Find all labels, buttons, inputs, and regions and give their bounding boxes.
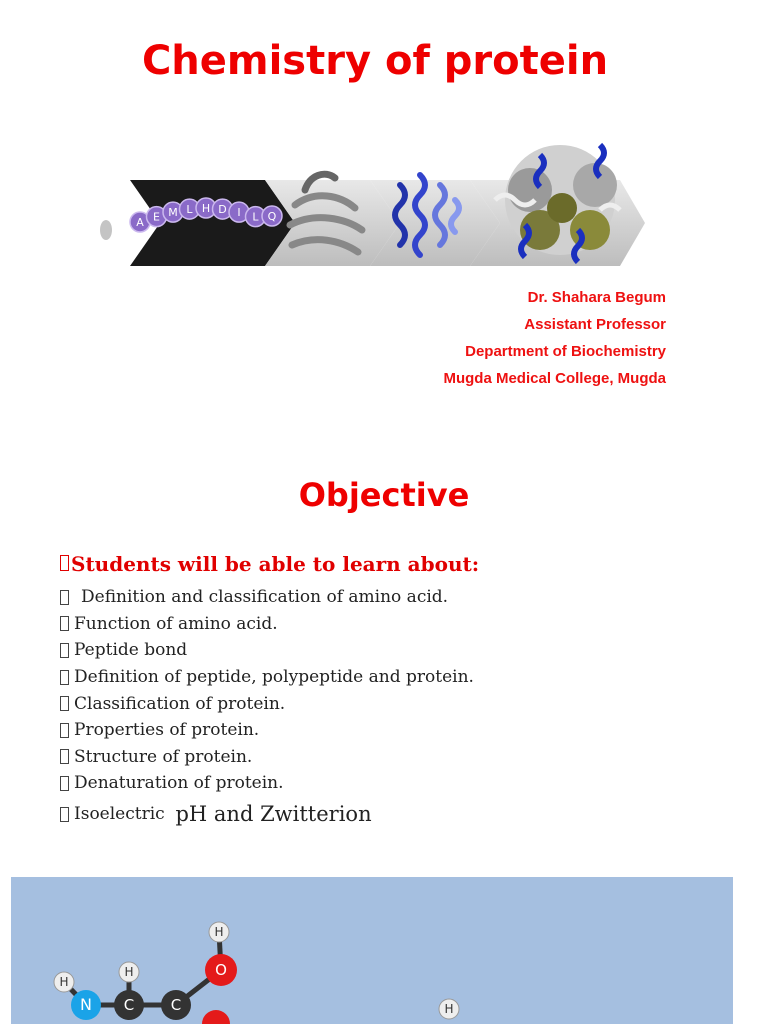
slide-title: Chemistry of protein	[141, 38, 609, 84]
amino-acid-letter: H	[201, 202, 211, 215]
objective-slide	[0, 440, 768, 860]
author-name: Dr. Shahara Begum	[527, 289, 666, 306]
amino-acid-letter: Q	[267, 210, 277, 223]
amino-acid-letter: M	[168, 206, 178, 220]
title-slide	[0, 0, 768, 430]
amino-acid-letter: I	[237, 206, 241, 220]
list-item-text: Structure of protein.	[74, 746, 253, 767]
checkbox-bullet-icon	[60, 670, 69, 685]
amino-acid-model-slide	[11, 877, 733, 1024]
amino-acid-letter: L	[252, 210, 259, 224]
objective-lead	[60, 552, 479, 576]
list-item-text: Peptide bond	[74, 640, 188, 661]
atom-label: H	[59, 975, 69, 989]
protein-structure-banner	[100, 130, 650, 270]
checkbox-bullet-icon	[60, 723, 69, 738]
amino-acid-letter: L	[186, 203, 193, 217]
amino-acid-letter: A	[136, 216, 144, 229]
list-item-text-large: pH and Zwitterion	[175, 802, 372, 827]
author-position: Assistant Professor	[524, 316, 666, 333]
amino-acid-ball-model	[11, 877, 733, 1024]
checkbox-bullet-icon	[60, 807, 69, 822]
atom-label: H	[444, 1002, 454, 1016]
author-block	[443, 284, 666, 392]
checkbox-bullet-icon	[60, 643, 69, 658]
objective-lead-text: Students will be able to learn about:	[71, 552, 480, 576]
list-item-text: Function of amino acid.	[74, 613, 278, 634]
atom-label: H	[214, 925, 224, 939]
list-item-text: Properties of protein.	[74, 720, 260, 741]
list-item-text: Denaturation of protein.	[74, 773, 284, 794]
list-item	[60, 690, 474, 717]
checkbox-bullet-icon	[60, 696, 69, 711]
author-institution: Mugda Medical College, Mugda	[443, 370, 666, 387]
objective-list	[60, 584, 474, 827]
list-item	[60, 664, 474, 691]
list-item	[60, 744, 474, 771]
list-item	[60, 611, 474, 638]
checkbox-bullet-icon	[60, 749, 69, 764]
atom-label: N	[80, 995, 92, 1014]
list-item	[60, 637, 474, 664]
list-item	[60, 717, 474, 744]
checkbox-bullet-icon	[60, 555, 69, 571]
checkbox-bullet-icon	[60, 616, 69, 631]
checkbox-bullet-icon	[60, 776, 69, 791]
atom-label: C	[170, 996, 182, 1014]
author-department: Department of Biochemistry	[465, 343, 666, 360]
atom-label: C	[123, 996, 135, 1014]
list-item-text: Definition and classification of amino acid.	[81, 587, 449, 608]
list-item-text: Isoelectric	[74, 804, 165, 825]
list-item-text: Classification of protein.	[74, 693, 286, 714]
checkbox-bullet-icon	[60, 590, 69, 605]
list-item-text: Definition of peptide, polypeptide and protein.	[74, 667, 474, 688]
amino-acid-letter: D	[218, 203, 227, 217]
objective-title: Objective	[298, 476, 470, 514]
list-item	[60, 584, 474, 611]
atom-label: O	[215, 961, 227, 979]
list-item	[60, 770, 474, 797]
amino-acid-letter: E	[153, 210, 160, 224]
list-item	[60, 801, 474, 828]
atom-label: H	[124, 965, 134, 979]
